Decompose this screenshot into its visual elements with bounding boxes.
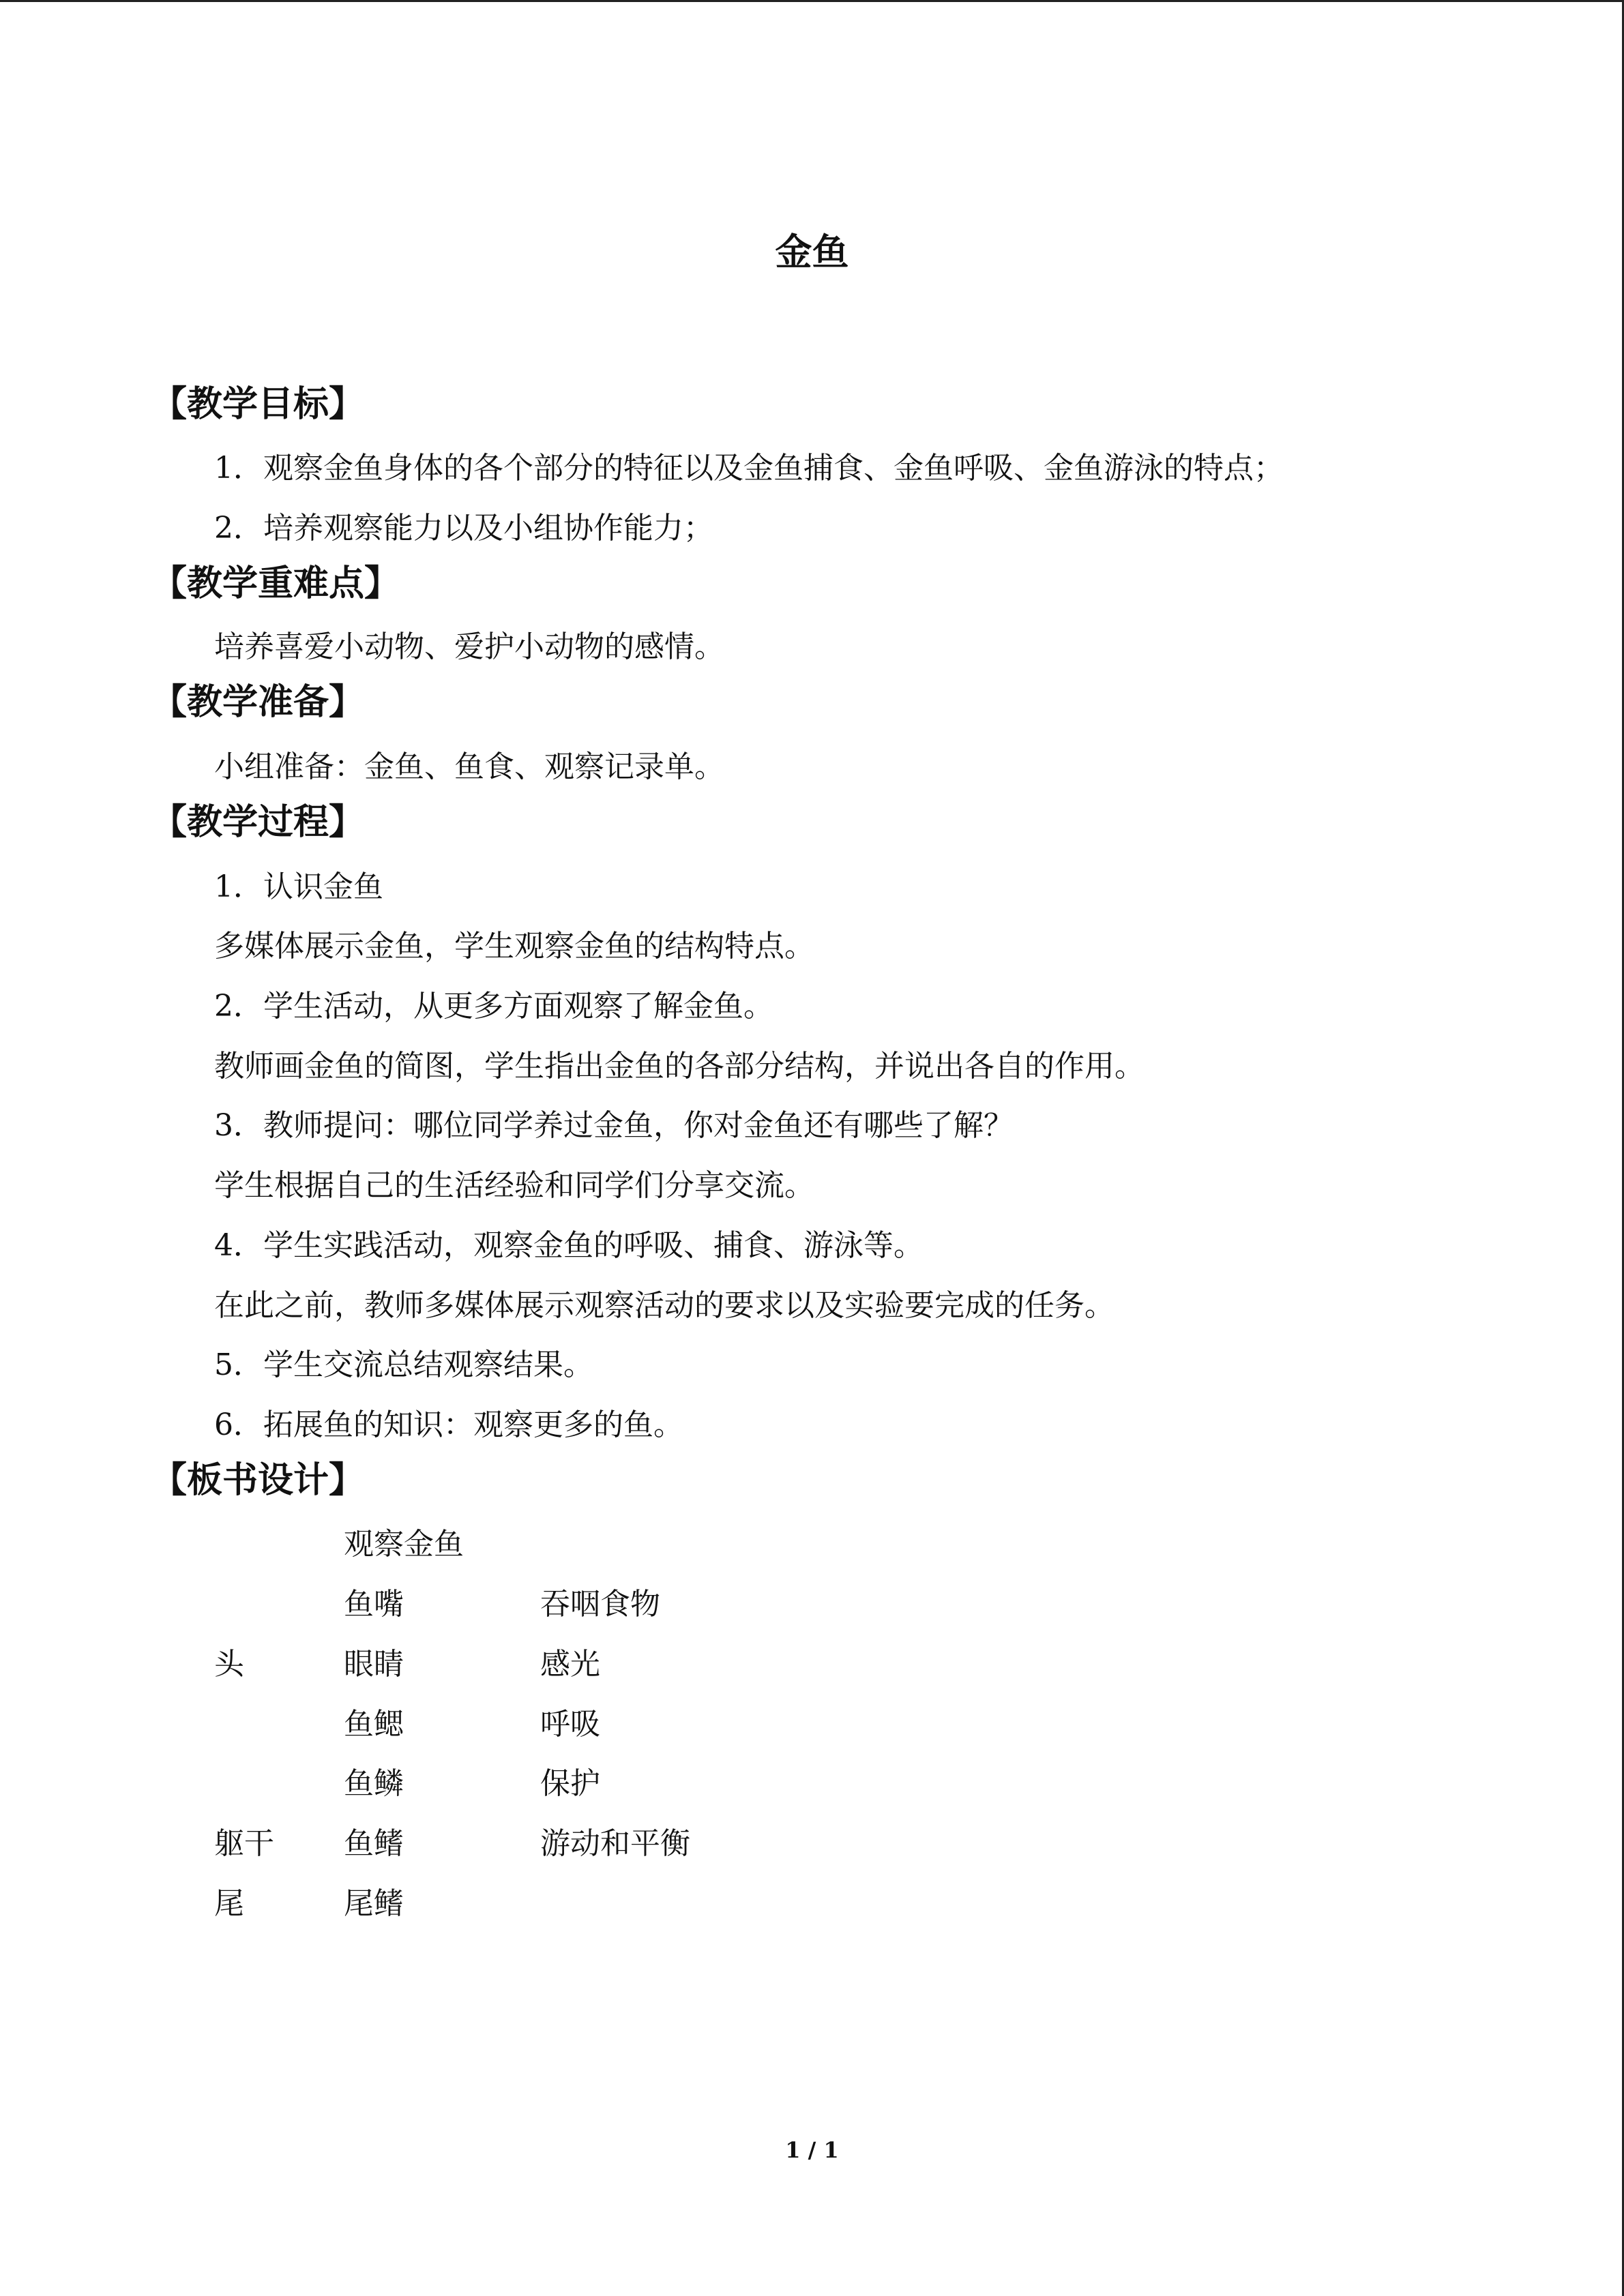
- heading-process: 【教学过程】: [151, 802, 365, 843]
- board-region: 躯干: [214, 1826, 274, 1861]
- heading-objectives: 【教学目标】: [151, 384, 365, 425]
- process-step: 多媒体展示金鱼，学生观察金鱼的结构特点。: [214, 929, 814, 964]
- document-title: 金鱼: [775, 230, 849, 273]
- heading-preparation: 【教学准备】: [151, 682, 365, 723]
- board-part: 眼睛: [344, 1647, 404, 1682]
- page-number: 1 / 1: [785, 2137, 839, 2163]
- board-region: 头: [214, 1647, 244, 1682]
- objective-item: 1．观察金鱼身体的各个部分的特征以及金鱼捕食、金鱼呼吸、金鱼游泳的特点；: [214, 451, 1284, 486]
- heading-board: 【板书设计】: [151, 1460, 365, 1501]
- preparation-item: 小组准备：金鱼、鱼食、观察记录单。: [214, 749, 724, 784]
- process-step: 2．学生活动，从更多方面观察了解金鱼。: [214, 989, 773, 1024]
- board-part: 尾鳍: [344, 1886, 404, 1921]
- process-step: 5．学生交流总结观察结果。: [214, 1347, 593, 1382]
- board-title: 观察金鱼: [344, 1527, 464, 1562]
- key-point-item: 培养喜爱小动物、爱护小动物的感情。: [214, 629, 724, 664]
- board-region: 尾: [214, 1886, 244, 1921]
- process-step: 学生根据自己的生活经验和同学们分享交流。: [214, 1168, 814, 1203]
- process-step: 4．学生实践活动，观察金鱼的呼吸、捕食、游泳等。: [214, 1228, 924, 1263]
- process-step: 6．拓展鱼的知识：观察更多的鱼。: [214, 1407, 683, 1442]
- process-step: 教师画金鱼的简图，学生指出金鱼的各部分结构，并说出各自的作用。: [214, 1049, 1145, 1084]
- board-function: 吞咽食物: [540, 1587, 660, 1622]
- heading-key-points: 【教学重难点】: [151, 563, 400, 604]
- process-step: 1．认识金鱼: [214, 869, 383, 904]
- board-function: 保护: [540, 1766, 600, 1801]
- objective-item: 2．培养观察能力以及小组协作能力；: [214, 511, 713, 546]
- board-part: 鱼嘴: [344, 1587, 404, 1622]
- process-step: 3．教师提问：哪位同学养过金鱼，你对金鱼还有哪些了解？: [214, 1108, 1014, 1143]
- page-top-border: [0, 0, 1624, 2]
- process-step: 在此之前，教师多媒体展示观察活动的要求以及实验要完成的任务。: [214, 1288, 1114, 1323]
- board-function: 呼吸: [540, 1707, 600, 1742]
- board-part: 鱼鳃: [344, 1707, 404, 1742]
- board-function: 感光: [540, 1647, 600, 1682]
- board-part: 鱼鳍: [344, 1826, 404, 1861]
- board-part: 鱼鳞: [344, 1766, 404, 1801]
- board-function: 游动和平衡: [540, 1826, 690, 1861]
